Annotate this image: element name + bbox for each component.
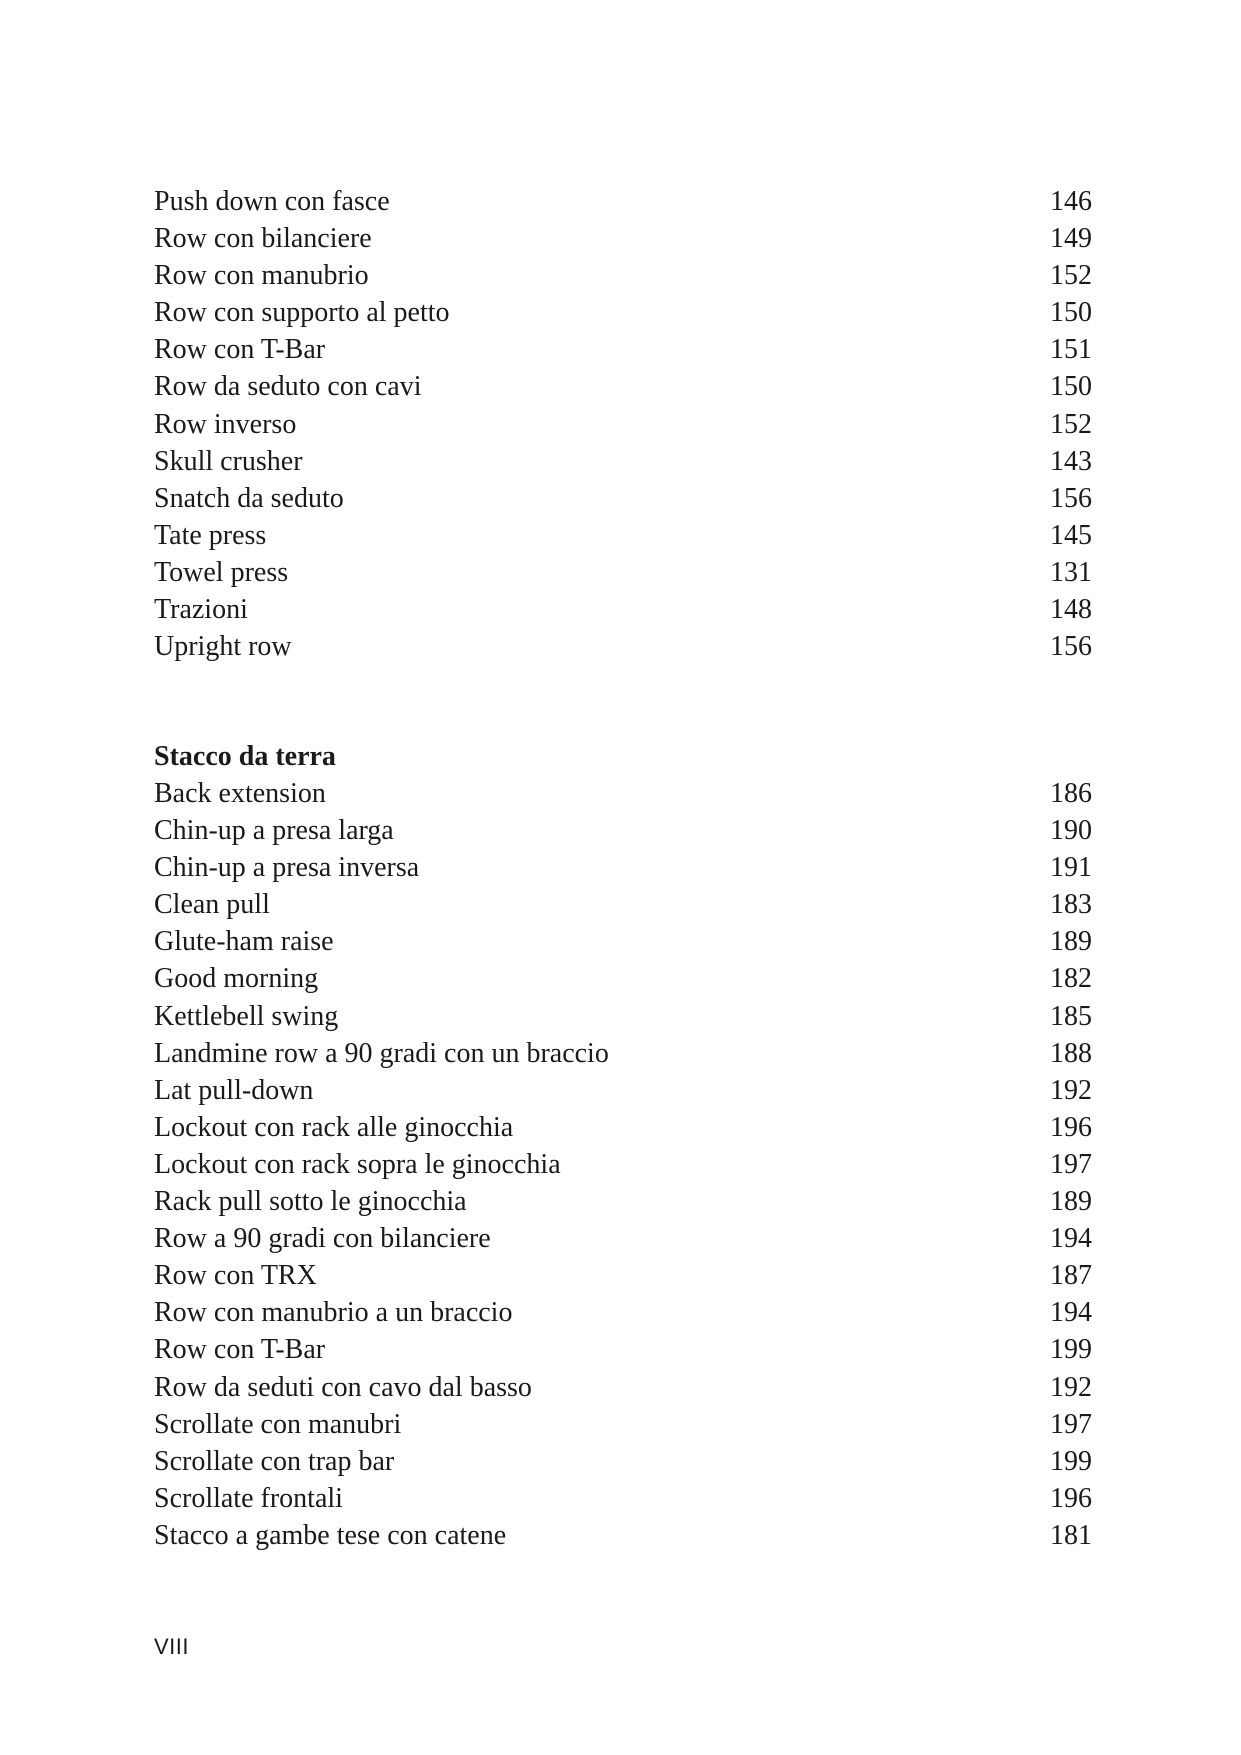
index-entry bbox=[154, 554, 1092, 591]
index-entry bbox=[154, 1220, 1092, 1257]
entry-label: Snatch da seduto bbox=[154, 482, 344, 514]
index-entry bbox=[154, 183, 1092, 220]
entry-label: Scrollate frontali bbox=[154, 1482, 343, 1514]
page-number: VIII bbox=[154, 1634, 190, 1659]
entry-label: Lockout con rack sopra le ginocchia bbox=[154, 1148, 561, 1180]
entry-label: Row da seduti con cavo dal basso bbox=[154, 1371, 532, 1403]
index-entry bbox=[154, 443, 1092, 480]
entry-page-number: 156 bbox=[1050, 482, 1092, 514]
entry-page-number: 182 bbox=[1050, 963, 1092, 995]
entry-page-number: 187 bbox=[1050, 1260, 1092, 1292]
entry-page-number: 199 bbox=[1050, 1334, 1092, 1366]
index-entry bbox=[154, 1035, 1092, 1072]
entry-page-number: 194 bbox=[1050, 1297, 1092, 1329]
index-entry bbox=[154, 1480, 1092, 1517]
entry-label: Lockout con rack alle ginocchia bbox=[154, 1111, 514, 1143]
entry-page-number: 156 bbox=[1050, 631, 1092, 663]
entry-page-number: 152 bbox=[1050, 408, 1092, 440]
entry-label: Upright row bbox=[154, 631, 292, 663]
entry-label: Row a 90 gradi con bilanciere bbox=[154, 1223, 491, 1255]
entry-label: Row da seduto con cavi bbox=[154, 371, 422, 403]
section-heading: Stacco da terra bbox=[154, 741, 336, 772]
index-entry bbox=[154, 775, 1092, 812]
index-list-section-2 bbox=[154, 775, 1092, 1554]
index-entry bbox=[154, 849, 1092, 886]
entry-label: Row con manubrio a un braccio bbox=[154, 1297, 513, 1329]
entry-label: Landmine row a 90 gradi con un braccio bbox=[154, 1037, 609, 1069]
entry-page-number: 131 bbox=[1050, 556, 1092, 588]
entry-page-number: 189 bbox=[1050, 1186, 1092, 1218]
entry-page-number: 197 bbox=[1050, 1148, 1092, 1180]
entry-label: Stacco a gambe tese con catene bbox=[154, 1519, 507, 1551]
index-entry bbox=[154, 1331, 1092, 1368]
index-entry bbox=[154, 1406, 1092, 1443]
entry-page-number: 196 bbox=[1050, 1482, 1092, 1514]
entry-page-number: 194 bbox=[1050, 1223, 1092, 1255]
entry-page-number: 151 bbox=[1050, 334, 1092, 366]
entry-page-number: 148 bbox=[1050, 594, 1092, 626]
entry-page-number: 143 bbox=[1050, 445, 1092, 477]
entry-label: Trazioni bbox=[154, 594, 248, 626]
index-entry bbox=[154, 591, 1092, 628]
index-entry bbox=[154, 331, 1092, 368]
index-entry bbox=[154, 1183, 1092, 1220]
entry-page-number: 199 bbox=[1050, 1445, 1092, 1477]
index-entry bbox=[154, 406, 1092, 443]
entry-label: Row con supporto al petto bbox=[154, 297, 450, 329]
entry-page-number: 150 bbox=[1050, 297, 1092, 329]
entry-label: Chin-up a presa larga bbox=[154, 815, 394, 847]
entry-page-number: 145 bbox=[1050, 519, 1092, 551]
entry-label: Kettlebell swing bbox=[154, 1000, 339, 1032]
entry-label: Skull crusher bbox=[154, 445, 303, 477]
entry-label: Chin-up a presa inversa bbox=[154, 852, 420, 884]
entry-label: Row con bilanciere bbox=[154, 223, 372, 255]
entry-label: Good morning bbox=[154, 963, 319, 995]
entry-page-number: 181 bbox=[1050, 1519, 1092, 1551]
entry-page-number: 196 bbox=[1050, 1111, 1092, 1143]
entry-label: Scrollate con trap bar bbox=[154, 1445, 395, 1477]
index-entry bbox=[154, 886, 1092, 923]
entry-label: Back extension bbox=[154, 778, 326, 809]
entry-page-number: 183 bbox=[1050, 889, 1092, 921]
entry-page-number: 146 bbox=[1050, 186, 1092, 217]
entry-label: Clean pull bbox=[154, 889, 270, 921]
entry-page-number: 185 bbox=[1050, 1000, 1092, 1032]
entry-label: Row inverso bbox=[154, 408, 297, 440]
index-entry bbox=[154, 998, 1092, 1035]
entry-page-number: 186 bbox=[1050, 778, 1092, 809]
entry-label: Row con T-Bar bbox=[154, 334, 326, 366]
index-entry bbox=[154, 628, 1092, 665]
index-entry bbox=[154, 1369, 1092, 1406]
entry-label: Glute-ham raise bbox=[154, 926, 334, 958]
index-entry bbox=[154, 1443, 1092, 1480]
index-entry bbox=[154, 1146, 1092, 1183]
index-entry bbox=[154, 517, 1092, 554]
entry-label: Row con T-Bar bbox=[154, 1334, 326, 1366]
entry-page-number: 152 bbox=[1050, 260, 1092, 292]
entry-page-number: 192 bbox=[1050, 1371, 1092, 1403]
index-entry bbox=[154, 257, 1092, 294]
entry-label: Lat pull-down bbox=[154, 1074, 314, 1106]
index-entry bbox=[154, 220, 1092, 257]
entry-page-number: 190 bbox=[1050, 815, 1092, 847]
entry-page-number: 149 bbox=[1050, 223, 1092, 255]
index-entry bbox=[154, 1072, 1092, 1109]
entry-page-number: 189 bbox=[1050, 926, 1092, 958]
entry-page-number: 192 bbox=[1050, 1074, 1092, 1106]
index-entry bbox=[154, 1109, 1092, 1146]
entry-label: Push down con fasce bbox=[154, 186, 390, 217]
entry-label: Scrollate con manubri bbox=[154, 1408, 402, 1440]
entry-label: Row con TRX bbox=[154, 1260, 317, 1292]
entry-page-number: 150 bbox=[1050, 371, 1092, 403]
entry-label: Row con manubrio bbox=[154, 260, 369, 292]
index-entry bbox=[154, 812, 1092, 849]
index-entry bbox=[154, 368, 1092, 405]
entry-page-number: 197 bbox=[1050, 1408, 1092, 1440]
entry-label: Tate press bbox=[154, 519, 267, 551]
index-entry bbox=[154, 1257, 1092, 1294]
index-list-section-1 bbox=[154, 183, 1092, 665]
index-entry bbox=[154, 1517, 1092, 1554]
entry-page-number: 188 bbox=[1050, 1037, 1092, 1069]
index-entry bbox=[154, 294, 1092, 331]
index-entry bbox=[154, 960, 1092, 997]
index-entry bbox=[154, 923, 1092, 960]
entry-page-number: 191 bbox=[1050, 852, 1092, 884]
index-entry bbox=[154, 480, 1092, 517]
index-entry bbox=[154, 1294, 1092, 1331]
entry-label: Rack pull sotto le ginocchia bbox=[154, 1186, 467, 1218]
entry-label: Towel press bbox=[154, 556, 289, 588]
